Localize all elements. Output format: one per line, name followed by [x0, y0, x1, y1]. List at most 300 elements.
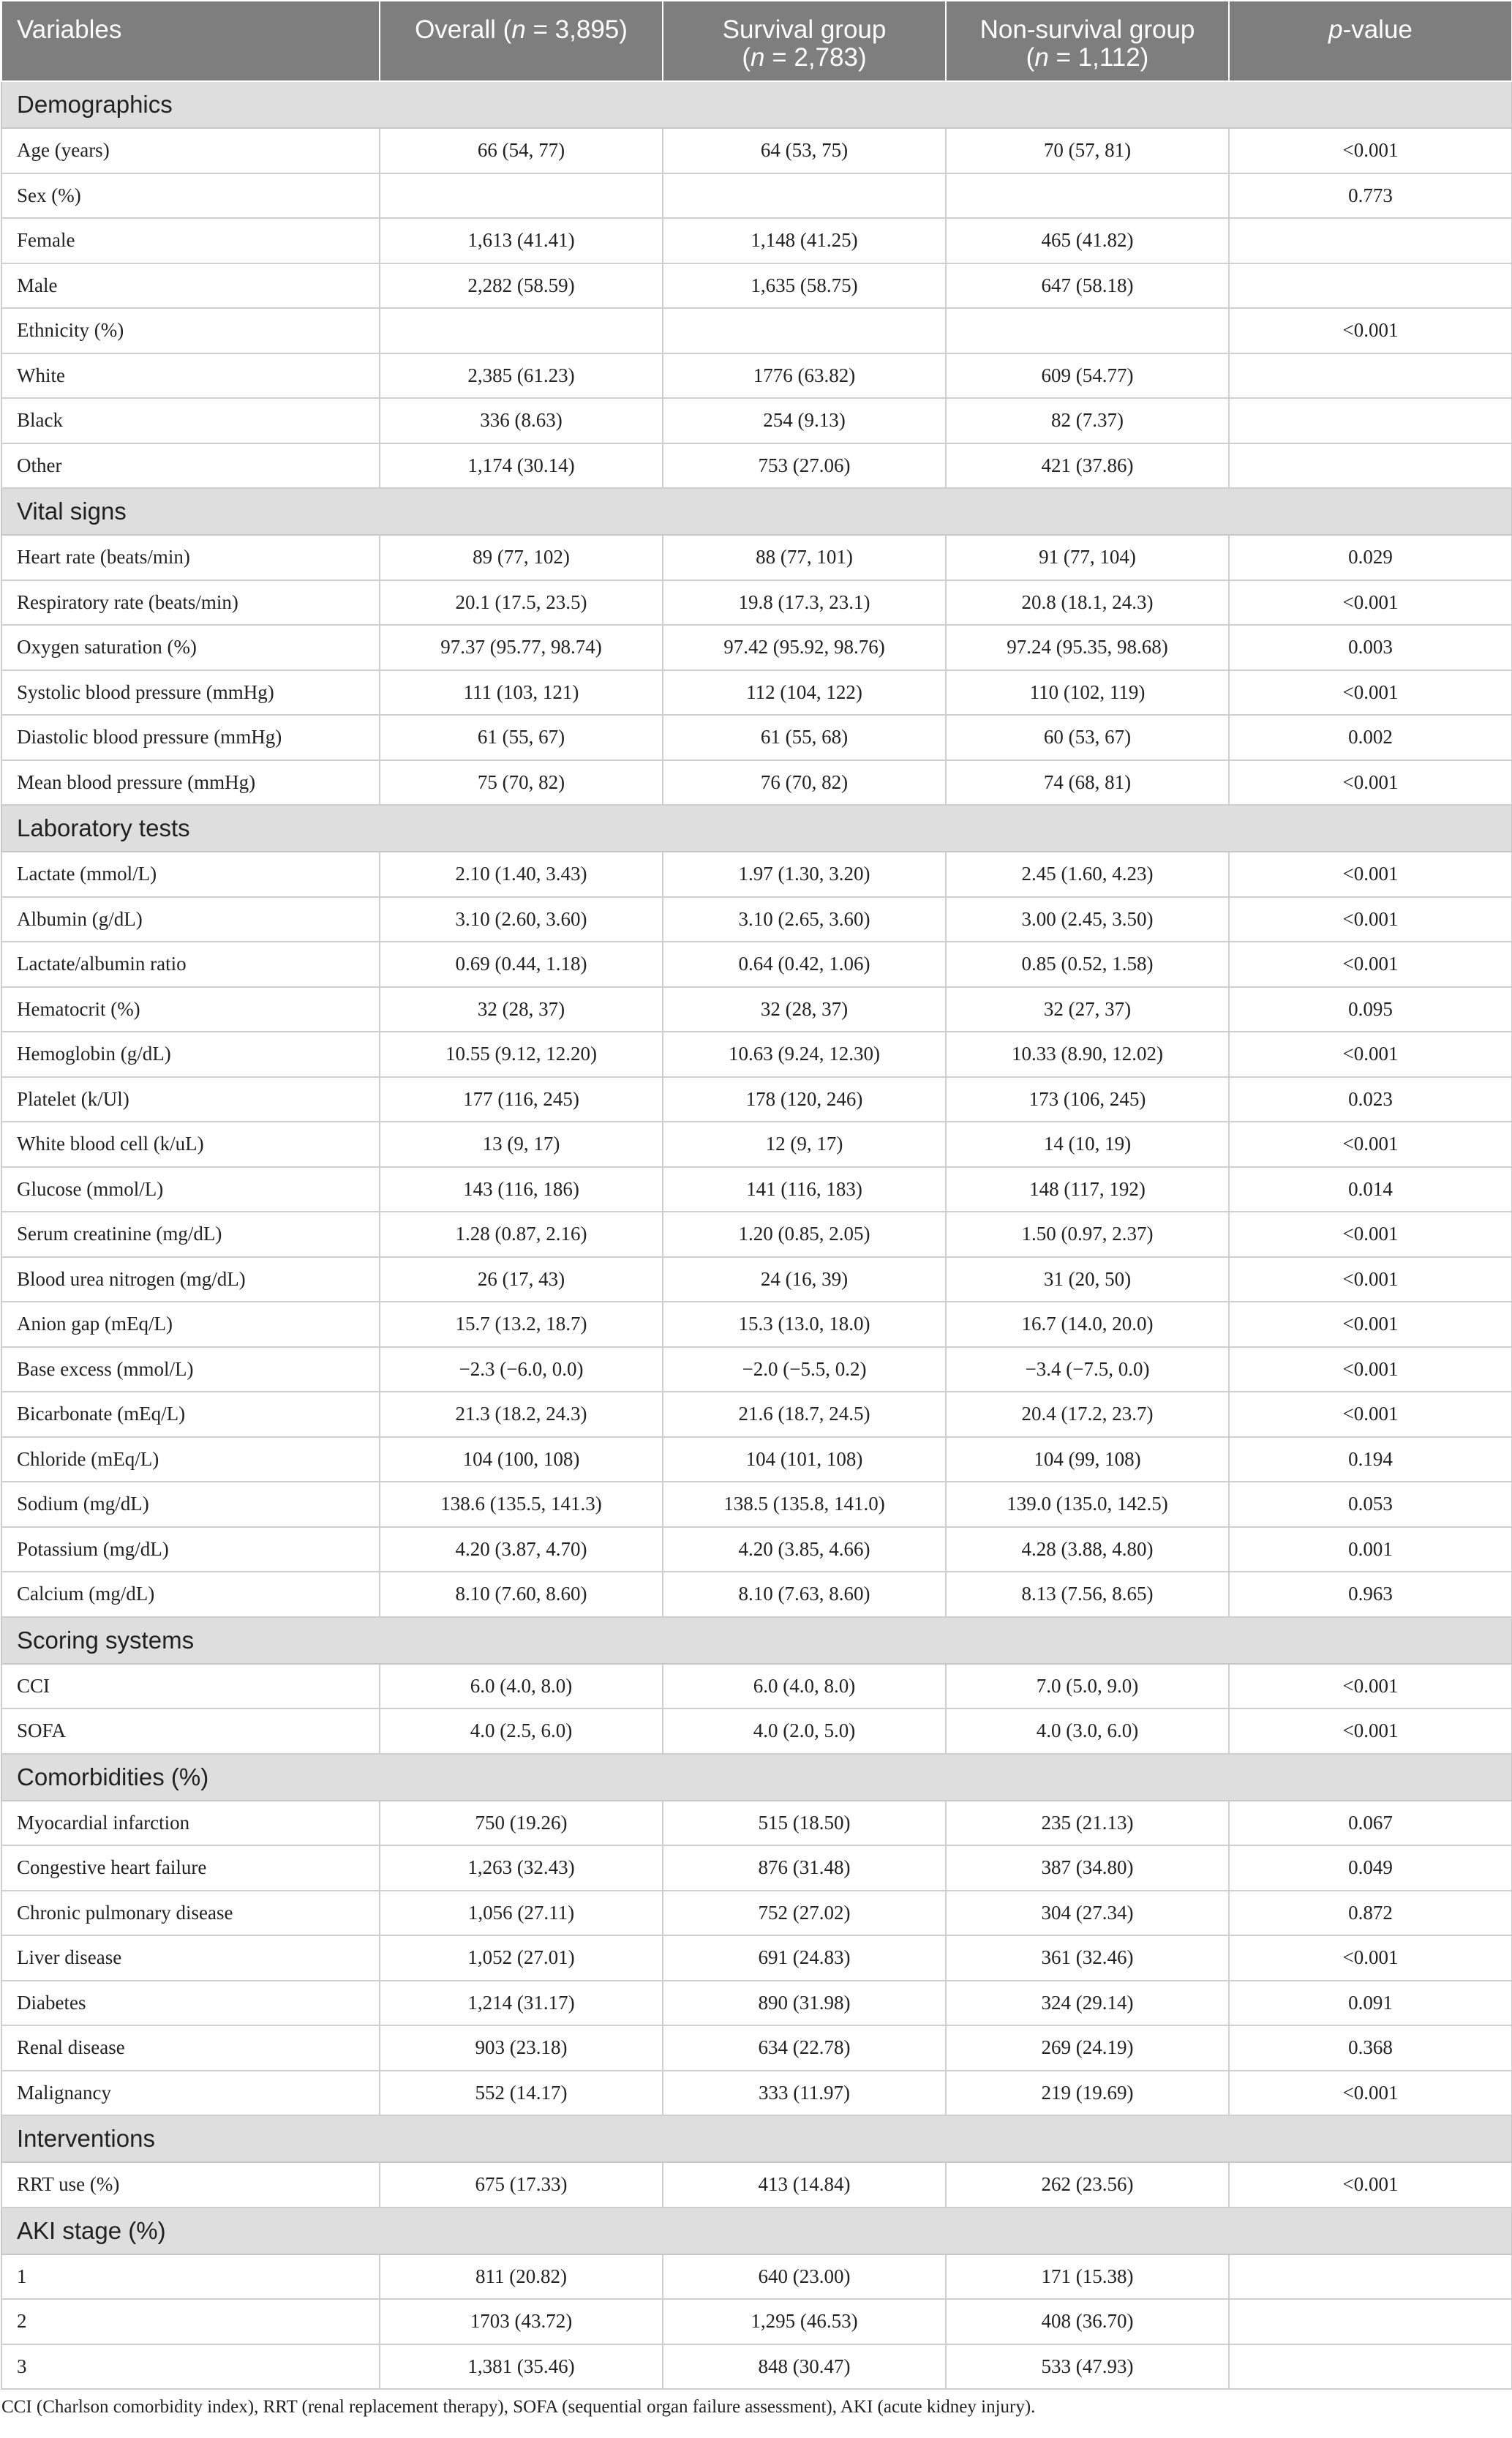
header-non-survival-prefix: ( [1026, 43, 1035, 72]
table-row [1, 1437, 1512, 1482]
overall-value: 97.37 (95.77, 98.74) [380, 625, 663, 670]
p-value: <0.001 [1229, 852, 1512, 897]
table-row [1, 1981, 1512, 2026]
non-survival-value: 110 (102, 119) [946, 670, 1229, 716]
non-survival-value: 10.33 (8.90, 12.02) [946, 1032, 1229, 1077]
header-overall-count: = 3,895) [525, 15, 628, 44]
p-value [1229, 2344, 1512, 2390]
variable-label: Potassium (mg/dL) [1, 1527, 380, 1572]
table-row [1, 535, 1512, 580]
section-header-row [1, 1617, 1512, 1664]
table-footnote: CCI (Charlson comorbidity index), RRT (renal replacement therapy), SOFA (sequential organ failure assessment), AKI (acute kidney injury). [1, 2397, 1036, 2417]
overall-value: 20.1 (17.5, 23.5) [380, 580, 663, 626]
table-row [1, 942, 1512, 987]
variable-label: Platelet (k/Ul) [1, 1077, 380, 1122]
non-survival-value: 91 (77, 104) [946, 535, 1229, 580]
table-row [1, 1935, 1512, 1981]
non-survival-value: 465 (41.82) [946, 218, 1229, 263]
header-survival-n: n [751, 43, 765, 72]
survival-value: 634 (22.78) [663, 2025, 946, 2071]
header-non-survival-count-line [957, 44, 1218, 72]
survival-value: 61 (55, 68) [663, 715, 946, 760]
table-row [1, 852, 1512, 897]
table-row [1, 1212, 1512, 1257]
survival-value: 1.97 (1.30, 3.20) [663, 852, 946, 897]
table-row [1, 443, 1512, 489]
non-survival-value: 235 (21.13) [946, 1801, 1229, 1846]
header-survival [663, 1, 946, 81]
table-row [1, 2071, 1512, 2116]
p-value: 0.003 [1229, 625, 1512, 670]
survival-value: 1,148 (41.25) [663, 218, 946, 263]
overall-value: 10.55 (9.12, 12.20) [380, 1032, 663, 1077]
survival-value: 4.20 (3.85, 4.66) [663, 1527, 946, 1572]
variable-label: SOFA [1, 1709, 380, 1754]
p-value [1229, 398, 1512, 443]
overall-value: −2.3 (−6.0, 0.0) [380, 1347, 663, 1392]
table-row [1, 1845, 1512, 1891]
overall-value: 1,381 (35.46) [380, 2344, 663, 2390]
non-survival-value: 0.85 (0.52, 1.58) [946, 942, 1229, 987]
p-value: <0.001 [1229, 1032, 1512, 1077]
survival-value: 1,295 (46.53) [663, 2299, 946, 2344]
p-value: 0.067 [1229, 1801, 1512, 1846]
p-value [1229, 263, 1512, 309]
variable-label: White blood cell (k/uL) [1, 1122, 380, 1167]
variable-label: Respiratory rate (beats/min) [1, 580, 380, 626]
overall-value: 104 (100, 108) [380, 1437, 663, 1482]
table-row [1, 1122, 1512, 1167]
survival-value: 1.20 (0.85, 2.05) [663, 1212, 946, 1257]
variable-label: Albumin (g/dL) [1, 897, 380, 942]
section-title: Laboratory tests [1, 805, 1512, 852]
p-value: <0.001 [1229, 1302, 1512, 1347]
non-survival-value: 304 (27.34) [946, 1891, 1229, 1936]
variable-label: Female [1, 218, 380, 263]
table-row [1, 1664, 1512, 1709]
overall-value: 1,214 (31.17) [380, 1981, 663, 2026]
survival-value: 753 (27.06) [663, 443, 946, 489]
survival-value: 21.6 (18.7, 24.5) [663, 1392, 946, 1437]
table-row [1, 1302, 1512, 1347]
non-survival-value: 171 (15.38) [946, 2254, 1229, 2300]
non-survival-value: 139.0 (135.0, 142.5) [946, 1482, 1229, 1527]
overall-value: 1.28 (0.87, 2.16) [380, 1212, 663, 1257]
overall-value: 1,263 (32.43) [380, 1845, 663, 1891]
table-row [1, 1392, 1512, 1437]
p-value: <0.001 [1229, 1347, 1512, 1392]
table-row [1, 173, 1512, 219]
p-value: 0.014 [1229, 1167, 1512, 1212]
section-header-row [1, 2115, 1512, 2162]
p-value: 0.095 [1229, 987, 1512, 1032]
overall-value: 177 (116, 245) [380, 1077, 663, 1122]
survival-value: 88 (77, 101) [663, 535, 946, 580]
p-value: <0.001 [1229, 1122, 1512, 1167]
variable-label: Blood urea nitrogen (mg/dL) [1, 1257, 380, 1302]
non-survival-value: 361 (32.46) [946, 1935, 1229, 1981]
table-row [1, 580, 1512, 626]
table-row [1, 2344, 1512, 2390]
survival-value: 890 (31.98) [663, 1981, 946, 2026]
non-survival-value: 219 (19.69) [946, 2071, 1229, 2116]
p-value: 0.194 [1229, 1437, 1512, 1482]
survival-value: 141 (116, 183) [663, 1167, 946, 1212]
table-row [1, 1032, 1512, 1077]
header-survival-count: = 2,783) [764, 43, 867, 72]
p-value [1229, 353, 1512, 399]
non-survival-value: 70 (57, 81) [946, 128, 1229, 173]
overall-value: 6.0 (4.0, 8.0) [380, 1664, 663, 1709]
overall-value: 66 (54, 77) [380, 128, 663, 173]
section-title: Demographics [1, 81, 1512, 128]
overall-value: 2,282 (58.59) [380, 263, 663, 309]
survival-value: 4.0 (2.0, 5.0) [663, 1709, 946, 1754]
overall-value: 61 (55, 67) [380, 715, 663, 760]
survival-value: 19.8 (17.3, 23.1) [663, 580, 946, 626]
variable-label: Mean blood pressure (mmHg) [1, 760, 380, 806]
non-survival-value: 647 (58.18) [946, 263, 1229, 309]
variable-label: Glucose (mmol/L) [1, 1167, 380, 1212]
non-survival-value: 7.0 (5.0, 9.0) [946, 1664, 1229, 1709]
table-row [1, 1891, 1512, 1936]
p-value [1229, 2299, 1512, 2344]
header-overall-prefix: Overall ( [415, 15, 512, 44]
p-value: 0.963 [1229, 1572, 1512, 1617]
p-value: 0.001 [1229, 1527, 1512, 1572]
section-header-row [1, 2208, 1512, 2254]
variable-label: Chloride (mEq/L) [1, 1437, 380, 1482]
header-p-suffix: -value [1342, 15, 1413, 44]
table-row [1, 2162, 1512, 2208]
header-survival-count-line [674, 44, 935, 72]
overall-value: 750 (19.26) [380, 1801, 663, 1846]
header-non-survival-label: Non-survival group [979, 15, 1195, 44]
p-value: 0.049 [1229, 1845, 1512, 1891]
non-survival-value: 387 (34.80) [946, 1845, 1229, 1891]
overall-value: 903 (23.18) [380, 2025, 663, 2071]
survival-value: 0.64 (0.42, 1.06) [663, 942, 946, 987]
variable-label: White [1, 353, 380, 399]
table-row [1, 308, 1512, 353]
table-row [1, 1801, 1512, 1846]
variable-label: Lactate/albumin ratio [1, 942, 380, 987]
overall-value: 675 (17.33) [380, 2162, 663, 2208]
section-header-row [1, 805, 1512, 852]
p-value: 0.053 [1229, 1482, 1512, 1527]
overall-value: 143 (116, 186) [380, 1167, 663, 1212]
overall-value: 138.6 (135.5, 141.3) [380, 1482, 663, 1527]
p-value: <0.001 [1229, 2071, 1512, 2116]
non-survival-value: 148 (117, 192) [946, 1167, 1229, 1212]
p-value [1229, 2254, 1512, 2300]
non-survival-value: 1.50 (0.97, 2.37) [946, 1212, 1229, 1257]
non-survival-value: 97.24 (95.35, 98.68) [946, 625, 1229, 670]
survival-value: 104 (101, 108) [663, 1437, 946, 1482]
variable-label: Anion gap (mEq/L) [1, 1302, 380, 1347]
survival-value: 64 (53, 75) [663, 128, 946, 173]
table-row [1, 1482, 1512, 1527]
overall-value: 89 (77, 102) [380, 535, 663, 580]
variable-label: Age (years) [1, 128, 380, 173]
table-row [1, 1572, 1512, 1617]
variable-label: Base excess (mmol/L) [1, 1347, 380, 1392]
p-value: 0.368 [1229, 2025, 1512, 2071]
non-survival-value [946, 173, 1229, 219]
non-survival-value: 609 (54.77) [946, 353, 1229, 399]
variable-label: Bicarbonate (mEq/L) [1, 1392, 380, 1437]
header-variables [1, 1, 380, 81]
table-row [1, 625, 1512, 670]
overall-value: 111 (103, 121) [380, 670, 663, 716]
table-row [1, 398, 1512, 443]
table-row [1, 1527, 1512, 1572]
variable-label: Chronic pulmonary disease [1, 1891, 380, 1936]
overall-value: 4.20 (3.87, 4.70) [380, 1527, 663, 1572]
p-value: <0.001 [1229, 128, 1512, 173]
variable-label: Black [1, 398, 380, 443]
non-survival-value: 20.4 (17.2, 23.7) [946, 1392, 1229, 1437]
baseline-characteristics-table [1, 0, 1512, 2390]
section-title: AKI stage (%) [1, 2208, 1512, 2254]
variable-label: Serum creatinine (mg/dL) [1, 1212, 380, 1257]
survival-value [663, 173, 946, 219]
non-survival-value: 533 (47.93) [946, 2344, 1229, 2390]
overall-value: 811 (20.82) [380, 2254, 663, 2300]
variable-label: RRT use (%) [1, 2162, 380, 2208]
overall-value: 336 (8.63) [380, 398, 663, 443]
p-value: <0.001 [1229, 1709, 1512, 1754]
overall-value: 0.69 (0.44, 1.18) [380, 942, 663, 987]
survival-value: 515 (18.50) [663, 1801, 946, 1846]
overall-value: 13 (9, 17) [380, 1122, 663, 1167]
non-survival-value: 16.7 (14.0, 20.0) [946, 1302, 1229, 1347]
survival-value: 876 (31.48) [663, 1845, 946, 1891]
non-survival-value: 421 (37.86) [946, 443, 1229, 489]
non-survival-value: 74 (68, 81) [946, 760, 1229, 806]
table-row [1, 1167, 1512, 1212]
table-row [1, 760, 1512, 806]
header-row [1, 1, 1512, 81]
variable-label: Malignancy [1, 2071, 380, 2116]
header-non-survival-n: n [1034, 43, 1049, 72]
header-survival-prefix: ( [742, 43, 751, 72]
variable-label: Congestive heart failure [1, 1845, 380, 1891]
non-survival-value: 2.45 (1.60, 4.23) [946, 852, 1229, 897]
variable-label: Liver disease [1, 1935, 380, 1981]
variable-label: Other [1, 443, 380, 489]
header-survival-label: Survival group [722, 15, 887, 44]
table-row [1, 897, 1512, 942]
non-survival-value: 20.8 (18.1, 24.3) [946, 580, 1229, 626]
overall-value: 15.7 (13.2, 18.7) [380, 1302, 663, 1347]
variable-label: Calcium (mg/dL) [1, 1572, 380, 1617]
header-p-letter: p [1328, 15, 1343, 44]
p-value: 0.872 [1229, 1891, 1512, 1936]
p-value: <0.001 [1229, 1212, 1512, 1257]
variable-label: Sodium (mg/dL) [1, 1482, 380, 1527]
non-survival-value: 82 (7.37) [946, 398, 1229, 443]
survival-value: 413 (14.84) [663, 2162, 946, 2208]
survival-value: 24 (16, 39) [663, 1257, 946, 1302]
overall-value: 2,385 (61.23) [380, 353, 663, 399]
overall-value: 32 (28, 37) [380, 987, 663, 1032]
survival-value: 752 (27.02) [663, 1891, 946, 1936]
non-survival-value: 4.0 (3.0, 6.0) [946, 1709, 1229, 1754]
survival-value: 848 (30.47) [663, 2344, 946, 2390]
overall-value: 1,613 (41.41) [380, 218, 663, 263]
p-value: 0.002 [1229, 715, 1512, 760]
header-non-survival [946, 1, 1229, 81]
table-row [1, 2025, 1512, 2071]
survival-value: 3.10 (2.65, 3.60) [663, 897, 946, 942]
survival-value: 1776 (63.82) [663, 353, 946, 399]
overall-value: 1,056 (27.11) [380, 1891, 663, 1936]
table-row [1, 670, 1512, 716]
table-row [1, 987, 1512, 1032]
p-value: <0.001 [1229, 1257, 1512, 1302]
table-header [1, 1, 1512, 81]
p-value: 0.023 [1229, 1077, 1512, 1122]
table-row [1, 715, 1512, 760]
table-row [1, 1709, 1512, 1754]
survival-value: 15.3 (13.0, 18.0) [663, 1302, 946, 1347]
non-survival-value: 32 (27, 37) [946, 987, 1229, 1032]
survival-value: 333 (11.97) [663, 2071, 946, 2116]
overall-value: 3.10 (2.60, 3.60) [380, 897, 663, 942]
section-title: Interventions [1, 2115, 1512, 2162]
overall-value: 75 (70, 82) [380, 760, 663, 806]
survival-value: 97.42 (95.92, 98.76) [663, 625, 946, 670]
p-value: <0.001 [1229, 670, 1512, 716]
survival-value: 254 (9.13) [663, 398, 946, 443]
variable-label: 3 [1, 2344, 380, 2390]
p-value: 0.773 [1229, 173, 1512, 219]
overall-value [380, 308, 663, 353]
survival-value: 32 (28, 37) [663, 987, 946, 1032]
survival-value: 10.63 (9.24, 12.30) [663, 1032, 946, 1077]
variable-label: Oxygen saturation (%) [1, 625, 380, 670]
variable-label: 1 [1, 2254, 380, 2300]
p-value: <0.001 [1229, 2162, 1512, 2208]
table-row [1, 353, 1512, 399]
p-value: <0.001 [1229, 760, 1512, 806]
variable-label: Diabetes [1, 1981, 380, 2026]
overall-value: 1703 (43.72) [380, 2299, 663, 2344]
non-survival-value: 31 (20, 50) [946, 1257, 1229, 1302]
section-title: Vital signs [1, 488, 1512, 535]
non-survival-value: 262 (23.56) [946, 2162, 1229, 2208]
table-row [1, 1257, 1512, 1302]
variable-label: Male [1, 263, 380, 309]
variable-label: Systolic blood pressure (mmHg) [1, 670, 380, 716]
p-value: 0.091 [1229, 1981, 1512, 2026]
overall-value: 1,052 (27.01) [380, 1935, 663, 1981]
non-survival-value: 408 (36.70) [946, 2299, 1229, 2344]
non-survival-value: 14 (10, 19) [946, 1122, 1229, 1167]
overall-value: 8.10 (7.60, 8.60) [380, 1572, 663, 1617]
survival-value: 138.5 (135.8, 141.0) [663, 1482, 946, 1527]
non-survival-value: 269 (24.19) [946, 2025, 1229, 2071]
table-row [1, 128, 1512, 173]
variable-label: Heart rate (beats/min) [1, 535, 380, 580]
section-header-row [1, 1754, 1512, 1801]
survival-value: 112 (104, 122) [663, 670, 946, 716]
header-overall-n: n [511, 15, 526, 44]
non-survival-value: 173 (106, 245) [946, 1077, 1229, 1122]
overall-value [380, 173, 663, 219]
non-survival-value: 104 (99, 108) [946, 1437, 1229, 1482]
overall-value: 21.3 (18.2, 24.3) [380, 1392, 663, 1437]
non-survival-value: 324 (29.14) [946, 1981, 1229, 2026]
p-value [1229, 218, 1512, 263]
table-row [1, 2299, 1512, 2344]
variable-label: Ethnicity (%) [1, 308, 380, 353]
overall-value: 552 (14.17) [380, 2071, 663, 2116]
p-value: <0.001 [1229, 580, 1512, 626]
section-title: Scoring systems [1, 1617, 1512, 1664]
overall-value: 2.10 (1.40, 3.43) [380, 852, 663, 897]
variable-label: 2 [1, 2299, 380, 2344]
p-value: <0.001 [1229, 308, 1512, 353]
table-body [1, 81, 1512, 2389]
table-row [1, 2254, 1512, 2300]
table-row [1, 263, 1512, 309]
p-value: <0.001 [1229, 1935, 1512, 1981]
section-header-row [1, 81, 1512, 128]
survival-value: 76 (70, 82) [663, 760, 946, 806]
non-survival-value: 8.13 (7.56, 8.65) [946, 1572, 1229, 1617]
header-non-survival-count: = 1,112) [1048, 43, 1149, 72]
header-variables-label: Variables [17, 15, 122, 44]
table-row [1, 1347, 1512, 1392]
variable-label: Sex (%) [1, 173, 380, 219]
p-value: <0.001 [1229, 942, 1512, 987]
variable-label: Hemoglobin (g/dL) [1, 1032, 380, 1077]
p-value: <0.001 [1229, 897, 1512, 942]
p-value: 0.029 [1229, 535, 1512, 580]
survival-value: 178 (120, 246) [663, 1077, 946, 1122]
non-survival-value: 3.00 (2.45, 3.50) [946, 897, 1229, 942]
header-p-value [1229, 1, 1512, 81]
variable-label: Hematocrit (%) [1, 987, 380, 1032]
p-value: <0.001 [1229, 1664, 1512, 1709]
variable-label: Myocardial infarction [1, 1801, 380, 1846]
variable-label: Diastolic blood pressure (mmHg) [1, 715, 380, 760]
non-survival-value: 4.28 (3.88, 4.80) [946, 1527, 1229, 1572]
survival-value: 8.10 (7.63, 8.60) [663, 1572, 946, 1617]
variable-label: Lactate (mmol/L) [1, 852, 380, 897]
overall-value: 4.0 (2.5, 6.0) [380, 1709, 663, 1754]
p-value [1229, 443, 1512, 489]
table-row [1, 1077, 1512, 1122]
variable-label: CCI [1, 1664, 380, 1709]
survival-value [663, 308, 946, 353]
p-value: <0.001 [1229, 1392, 1512, 1437]
table-row [1, 218, 1512, 263]
survival-value: −2.0 (−5.5, 0.2) [663, 1347, 946, 1392]
overall-value: 1,174 (30.14) [380, 443, 663, 489]
non-survival-value [946, 308, 1229, 353]
non-survival-value: 60 (53, 67) [946, 715, 1229, 760]
overall-value: 26 (17, 43) [380, 1257, 663, 1302]
non-survival-value: −3.4 (−7.5, 0.0) [946, 1347, 1229, 1392]
survival-value: 1,635 (58.75) [663, 263, 946, 309]
survival-value: 640 (23.00) [663, 2254, 946, 2300]
section-header-row [1, 488, 1512, 535]
section-title: Comorbidities (%) [1, 1754, 1512, 1801]
survival-value: 12 (9, 17) [663, 1122, 946, 1167]
